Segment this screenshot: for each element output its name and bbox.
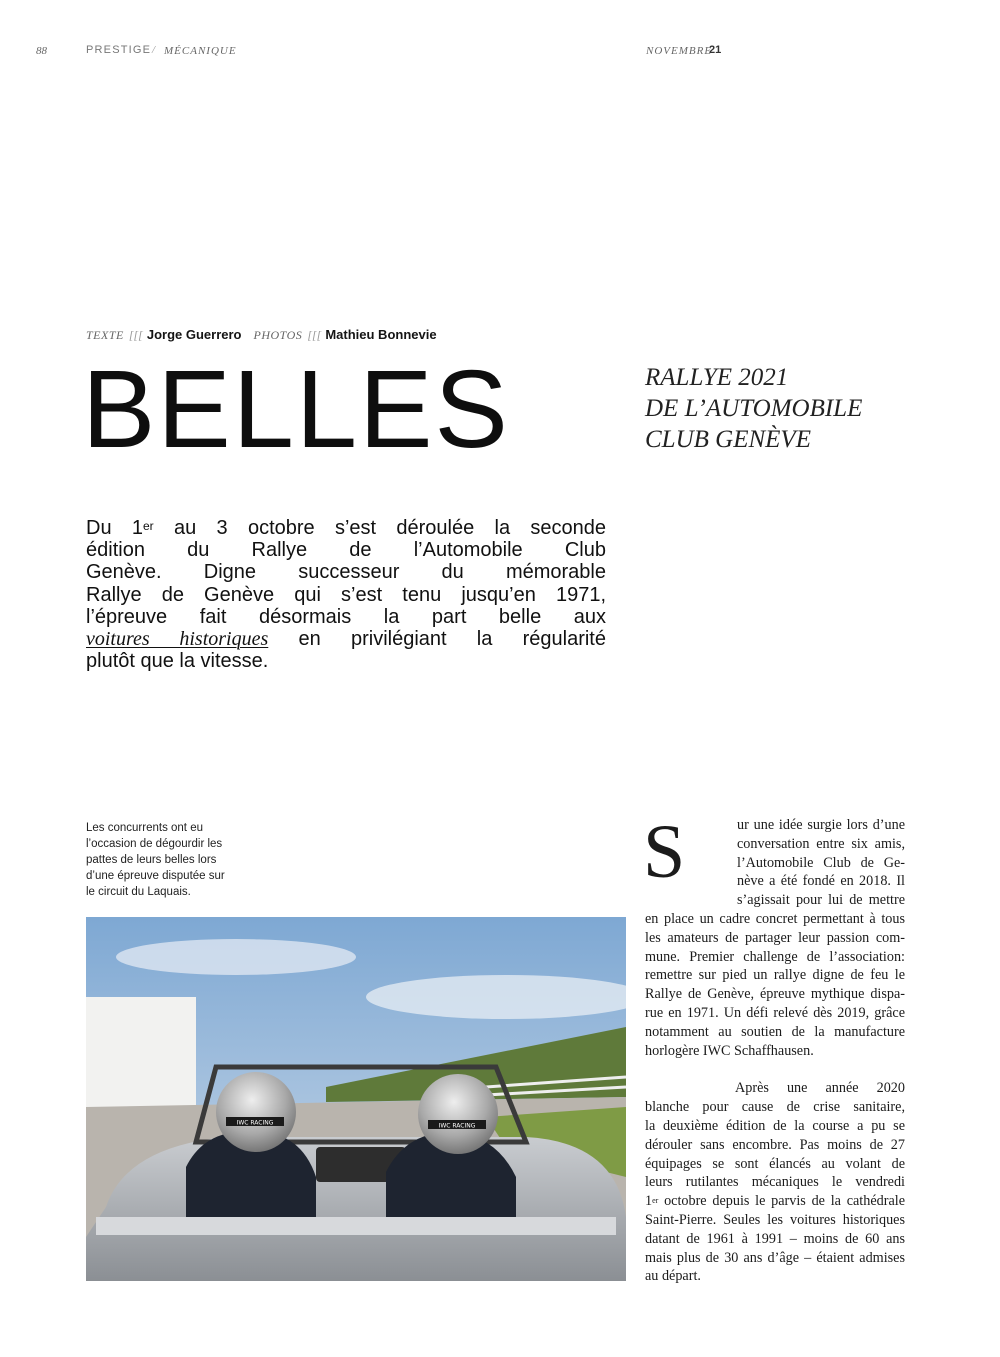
intro-line: l’épreuve fait désormais la part belle aux [86, 605, 606, 628]
helmet-left [216, 1072, 296, 1152]
intro-line [86, 517, 606, 539]
body-line: rue en 1971. Un défi relevé dès 2019, grâce [645, 1004, 905, 1021]
body-line: l’Automobile Club de Ge- [737, 854, 905, 871]
header-separator: / [152, 44, 156, 56]
intro-line: Genève. Digne successeur du mémorable [86, 561, 606, 584]
body-line: au départ. [645, 1268, 701, 1285]
body-line: leurs rutilantes mécaniques le vendredi [645, 1174, 905, 1191]
body-line: Après une année 2020 [735, 1080, 905, 1097]
cloud [116, 939, 356, 975]
photo-caption [86, 820, 256, 900]
intro-line [86, 628, 606, 650]
subtitle-line: CLUB GENÈVE [645, 426, 811, 453]
credits [86, 327, 449, 343]
caption-line: Les concurrents ont eu [86, 822, 203, 834]
intro-text: Du 1 [86, 517, 143, 539]
helmet-left-logo: IWC RACING [236, 1119, 274, 1127]
rally-photo [86, 917, 626, 1281]
body-line: blanche pour cause de crise sanitaire, [645, 1099, 905, 1116]
body-line: dérouler sans encombre. Pas moins de 27 [645, 1136, 905, 1153]
subtitle-line: RALLYE 2021 [645, 364, 789, 391]
section-name: MÉCANIQUE [164, 45, 237, 57]
caption-line: le circuit du Laquais. [86, 886, 191, 898]
rear-chrome [96, 1217, 616, 1235]
body-line: datant de 1961 à 1991 – moins de 60 ans [645, 1230, 905, 1247]
subtitle-line: DE L’AUTOMOBILE [645, 395, 863, 422]
caption-line: l’occasion de dégourdir les [86, 838, 223, 850]
credit-separator: [[[ [307, 328, 322, 342]
intro-line: Rallye de Genève qui s’est tenu jusqu’en 1971, [86, 583, 606, 606]
intro-text: en privilégiant la régularité [268, 628, 606, 651]
body-line: en place un cadre concret permettant à tous [645, 910, 905, 927]
body-line: mune. Premier challenge de l’association: [645, 948, 905, 965]
voitures-historiques-link[interactable]: voitures historiques [86, 628, 269, 651]
body-line: ur une idée surgie lors d’une [737, 817, 905, 833]
article-subtitle [645, 362, 945, 455]
issue-month: NOVEMBRE [646, 45, 713, 57]
body-line: Rallye de Genève, épreuve mythique dispa- [645, 986, 905, 1003]
page-number: 88 [36, 45, 47, 57]
drop-cap: S [643, 810, 686, 894]
author-name: Jorge Guerrero [146, 327, 242, 342]
body-line: notamment au soutien de la manufacture [645, 1023, 905, 1040]
text-label: TEXTE [86, 328, 124, 342]
body-line: Saint-Pierre. Seules les voitures historiques [645, 1211, 905, 1228]
white-building [86, 997, 196, 1107]
photographer-name: Mathieu Bonnevie [325, 327, 437, 342]
ordinal-superscript: er [143, 519, 154, 533]
ordinal-superscript: er [652, 1196, 659, 1206]
body-text: octobre depuis le parvis de la cathédrale [658, 1193, 905, 1210]
body-line: s’agissait pour lui de mettre [737, 892, 905, 909]
intro-line: plutôt que la vitesse. [86, 650, 269, 673]
magazine-name: PRESTIGE [86, 44, 152, 56]
body-line: la deuxième édition de la course a pu se [645, 1117, 905, 1134]
body-line: nève a été fondé en 2018. Il [737, 873, 905, 890]
body-line: les amateurs de partager leur passion com- [645, 929, 905, 946]
body-line: remettre sur pied un rallye digne de feu le [645, 967, 905, 984]
issue-year: 21 [709, 44, 722, 56]
body-line: équipages se sont élancés au volant de [645, 1155, 905, 1172]
body-line: horlogère IWC Schaffhausen. [645, 1042, 814, 1059]
article-title: BELLES [82, 348, 510, 471]
body-line: mais plus de 30 ans d’âge – étaient admises [645, 1249, 905, 1266]
helmet-right [418, 1074, 498, 1154]
photos-label: PHOTOS [253, 328, 303, 342]
intro-text: au 3 octobre s’est déroulée la seconde [153, 517, 607, 539]
body-line: conversation entre six amis, [737, 835, 905, 852]
article-body [643, 810, 905, 1286]
helmet-right-logo: IWC RACING [438, 1122, 476, 1130]
intro-paragraph [86, 517, 606, 672]
body-text: 1 [645, 1193, 653, 1210]
intro-line: édition du Rallye de l’Automobile Club [86, 539, 606, 562]
credit-separator: [[[ [128, 328, 143, 342]
body-line [645, 1192, 905, 1211]
caption-line: pattes de leurs belles lors [86, 854, 217, 866]
caption-line: d’une épreuve disputée sur [86, 870, 225, 882]
